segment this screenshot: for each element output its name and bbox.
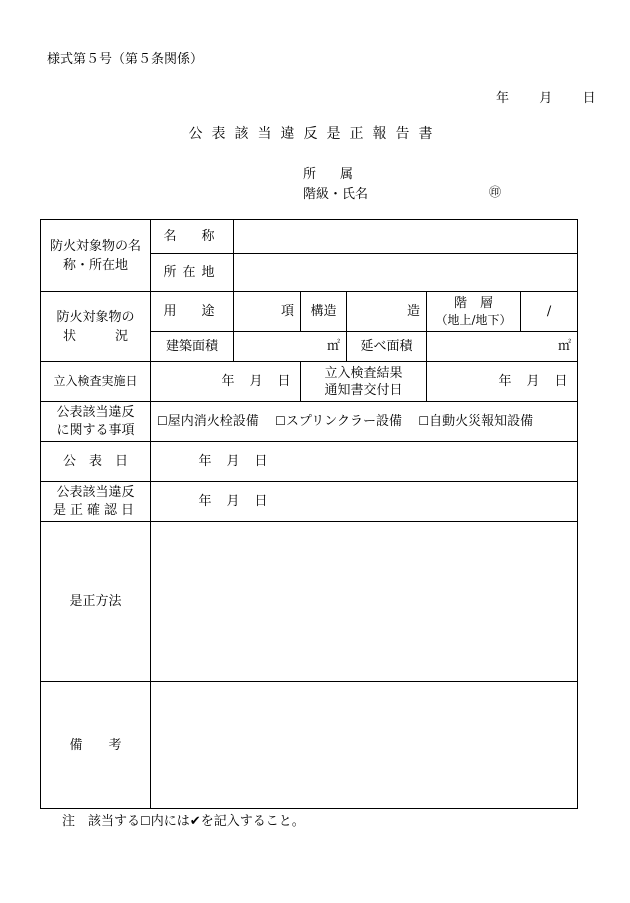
table-row — [41, 220, 578, 254]
footnote — [62, 810, 305, 829]
violation-label — [41, 402, 151, 442]
correction-method-field[interactable] — [151, 522, 578, 682]
table-row — [41, 682, 578, 809]
result-notice-label-line1: 立入検査結果 — [324, 365, 403, 381]
footnote-suffix: を記入すること。 — [200, 814, 305, 829]
date-day: 日 — [254, 454, 268, 469]
building-area-field[interactable] — [234, 332, 347, 362]
report-date-year: 年 — [496, 91, 510, 106]
total-floor-area-field[interactable] — [427, 332, 578, 362]
total-floor-area-label: 延べ面積 — [347, 332, 427, 362]
date-year: 年 — [198, 454, 212, 469]
checkbox-icon: ☐ — [140, 814, 151, 828]
correction-method-label: 是正方法 — [41, 522, 151, 682]
object-status-label — [41, 292, 151, 362]
remarks-label: 備 考 — [41, 682, 151, 809]
table-row — [41, 522, 578, 682]
result-notice-label-line2: 通知書交付日 — [324, 382, 403, 398]
date-day: 日 — [254, 494, 268, 509]
checkbox-icon[interactable]: ☐ — [275, 414, 286, 428]
correction-confirm-label-line1: 公表該当違反 — [56, 484, 135, 500]
object-status-label-line1: 防火対象物の — [56, 309, 135, 325]
date-day: 日 — [277, 374, 291, 389]
seal-icon: ㊞ — [489, 185, 502, 199]
option-label: スプリンクラー設備 — [285, 414, 403, 429]
date-month: 月 — [226, 454, 240, 469]
footnote-mid: 内には — [150, 814, 190, 829]
date-month: 月 — [526, 374, 540, 389]
correction-confirm-date-field[interactable] — [151, 482, 578, 522]
checkbox-icon[interactable]: ☐ — [418, 414, 430, 428]
inspection-date-field[interactable] — [151, 362, 301, 402]
structure-field[interactable] — [347, 292, 427, 332]
location-label: 所在地 — [151, 254, 234, 292]
object-name-location-label: 防火対象物の名称・所在地 — [41, 220, 151, 292]
floors-separator: / — [546, 304, 552, 319]
report-table — [40, 219, 578, 809]
object-name-field[interactable] — [234, 220, 578, 254]
table-row — [41, 442, 578, 482]
footnote-prefix: 注 該当する — [62, 814, 141, 829]
option-label: 屋内消火栓設備 — [167, 414, 259, 429]
object-location-field[interactable] — [234, 254, 578, 292]
date-year: 年 — [221, 374, 235, 389]
table-row — [41, 362, 578, 402]
structure-unit: 造 — [406, 304, 420, 319]
publication-date-label: 公 表 日 — [41, 442, 151, 482]
floors-label — [427, 292, 521, 332]
rank-name-label: 階級・氏名 — [303, 187, 369, 202]
checkbox-sprinkler[interactable] — [275, 414, 402, 429]
option-label: 自動火災報知設備 — [429, 414, 534, 429]
table-row — [41, 292, 578, 332]
form-number: 様式第５号（第５条関係） — [47, 52, 204, 67]
table-row — [41, 402, 578, 442]
violation-options — [151, 402, 578, 442]
building-area-label: 建築面積 — [151, 332, 234, 362]
result-notice-label — [301, 362, 427, 402]
correction-confirm-label-line2: 是正確認日 — [52, 502, 138, 518]
structure-label: 構造 — [301, 292, 347, 332]
violation-label-line2: に関する事項 — [56, 422, 135, 438]
correction-confirm-label — [41, 482, 151, 522]
floors-label-line1: 階 層 — [453, 295, 493, 311]
date-month: 月 — [249, 374, 263, 389]
area-unit: ㎡ — [558, 339, 572, 354]
use-label: 用 途 — [151, 292, 234, 332]
violation-label-line1: 公表該当違反 — [56, 404, 135, 420]
checkbox-icon[interactable]: ☐ — [157, 414, 168, 428]
report-date-month: 月 — [539, 91, 553, 106]
area-unit: ㎡ — [326, 339, 340, 354]
item-unit: 項 — [280, 304, 294, 319]
publication-date-field[interactable] — [151, 442, 578, 482]
floors-label-line2: （地上/地下） — [435, 312, 512, 327]
object-status-label-line2: 状 況 — [62, 328, 128, 344]
inspection-date-label: 立入検査実施日 — [41, 362, 151, 402]
report-date — [496, 87, 596, 106]
affiliation-label: 所属 — [303, 167, 378, 182]
check-mark-icon: ✔ — [189, 814, 201, 829]
table-row — [41, 482, 578, 522]
checkbox-indoor-hydrant[interactable] — [157, 414, 259, 429]
use-item-field[interactable] — [234, 292, 301, 332]
date-month: 月 — [226, 494, 240, 509]
page-title: 公表該当違反是正報告書 — [188, 126, 442, 142]
date-day: 日 — [554, 374, 568, 389]
name-label: 名 称 — [151, 220, 234, 254]
remarks-field[interactable] — [151, 682, 578, 809]
floors-field[interactable] — [521, 292, 578, 332]
report-date-day: 日 — [582, 91, 596, 106]
date-year: 年 — [198, 494, 212, 509]
date-year: 年 — [498, 374, 512, 389]
result-notice-date-field[interactable] — [427, 362, 578, 402]
checkbox-fire-alarm[interactable] — [418, 414, 533, 429]
